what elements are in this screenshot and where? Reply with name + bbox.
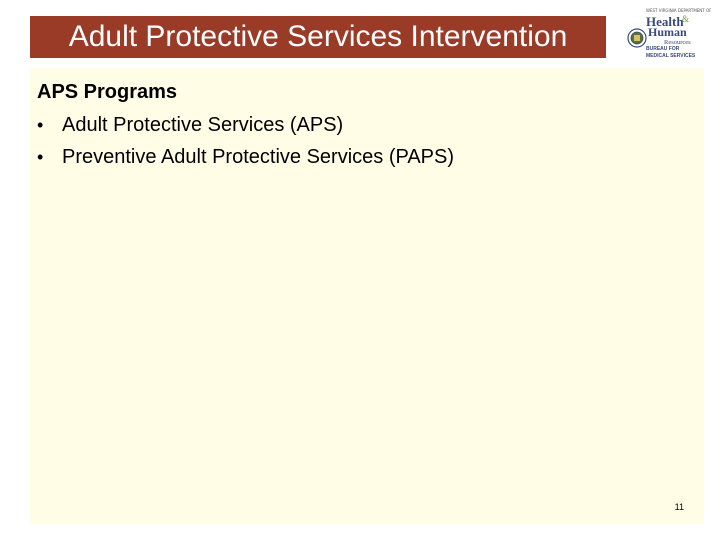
bullet-icon: • <box>37 147 44 167</box>
logo-line-state: WEST VIRGINIA DEPARTMENT OF <box>646 8 712 13</box>
logo-line-medical: MEDICAL SERVICES <box>646 53 696 59</box>
page-number: 11 <box>674 502 684 512</box>
list-item-text: Preventive Adult Protective Services (PAPS) <box>62 146 455 168</box>
bullet-icon: • <box>37 115 44 135</box>
list-item-text: Adult Protective Services (APS) <box>62 114 344 136</box>
wv-dhhr-logo-icon <box>620 6 712 60</box>
title-bar <box>30 16 606 58</box>
list-item <box>37 114 454 146</box>
content-area <box>30 68 704 524</box>
logo-line-human: Human <box>648 25 687 39</box>
section-heading: APS Programs <box>37 81 178 103</box>
slide-title: Adult Protective Services Intervention <box>68 20 568 53</box>
bullet-list <box>37 114 454 178</box>
logo-line-health: Health <box>646 14 684 29</box>
list-item <box>37 146 454 178</box>
logo-line-bureau: BUREAU FOR <box>646 46 680 52</box>
logo-line-resources: Resources <box>664 39 691 46</box>
svg-text:&: & <box>682 14 690 24</box>
